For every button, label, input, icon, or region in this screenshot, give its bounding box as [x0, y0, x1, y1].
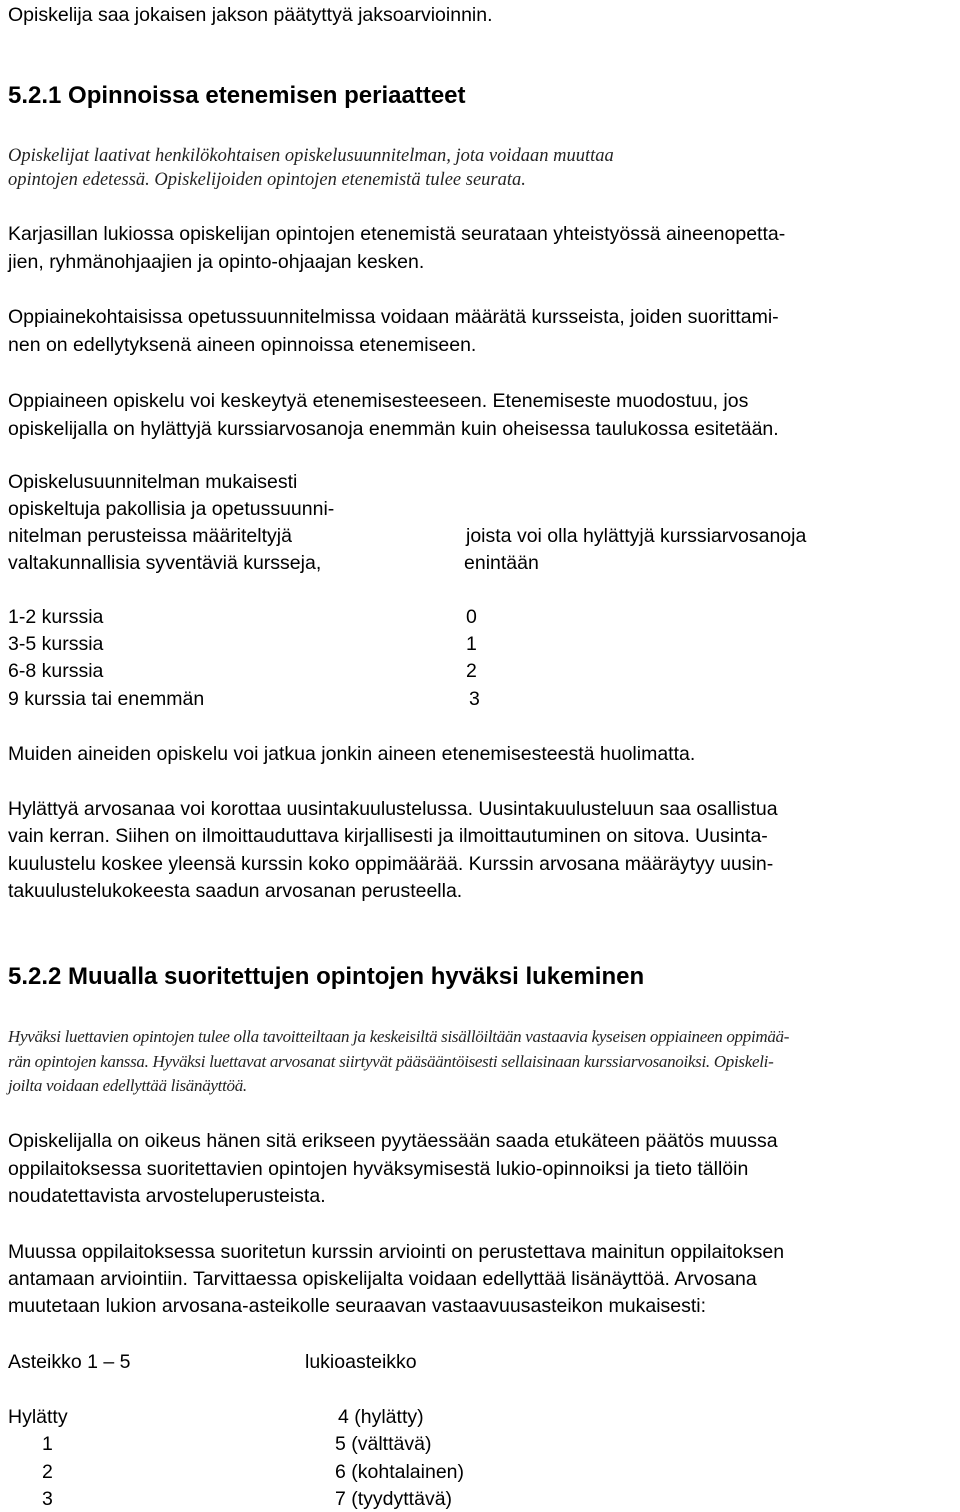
table-right-header-line: joista voi olla hylättyjä kurssiarvosanoja [466, 525, 807, 547]
scale-row-to: 5 (välttävä) [335, 1433, 432, 1455]
paragraph-line: antamaan arviointiin. Tarvittaessa opiskelijalta voidaan edellyttää lisänäyttöä. Arvosana [8, 1268, 757, 1290]
paragraph-line: noudatettavista arvosteluperusteista. [8, 1185, 326, 1207]
table-left-header-line: opiskeltuja pakollisia ja opetussuunni- [8, 498, 335, 520]
paragraph-line: vain kerran. Siihen on ilmoittauduttava kirjallisesti ja ilmoittautuminen on sitova. Uusinta- [8, 825, 768, 847]
section-heading-5-2-2: 5.2.2 Muualla suoritettujen opintojen hyväksi lukeminen [8, 963, 645, 990]
table-row-max-failed: 3 [469, 688, 480, 710]
paragraph-line: takuulustelukokeesta saadun arvosanan perusteella. [8, 880, 463, 902]
table-left-header-line: Opiskelusuunnitelman mukaisesti [8, 471, 298, 493]
scale-row-to: 4 (hylätty) [338, 1406, 424, 1428]
italic-lead-line: Opiskelijat laativat henkilökohtaisen opiskelusuunnitelman, jota voidaan muuttaa [8, 146, 614, 166]
scale-header-1-5: Asteikko 1 – 5 [8, 1351, 131, 1373]
table-row-courses: 6-8 kurssia [8, 660, 104, 682]
table-right-header-line: enintään [464, 552, 539, 574]
paragraph-line: Oppiainekohtaisissa opetussuunnitelmissa voidaan määrätä kursseista, joiden suorittami- [8, 306, 779, 328]
paragraph-line: Muussa oppilaitoksessa suoritetun kurssin arviointi on perustettava mainitun oppilaitoksen [8, 1241, 785, 1263]
intro-line: Opiskelija saa jokaisen jakson päätyttyä jaksoarvioinnin. [8, 4, 493, 26]
italic-lead-line: joilta voidaan edellyttää lisänäyttöä. [8, 1076, 247, 1095]
paragraph-line: Oppiaineen opiskelu voi keskeytyä etenemisesteeseen. Etenemiseste muodostuu, jos [8, 390, 749, 412]
scale-row-to: 6 (kohtalainen) [335, 1461, 464, 1483]
paragraph-line: Opiskelijalla on oikeus hänen sitä erikseen pyytäessään saada etukäteen päätös muussa [8, 1130, 778, 1152]
paragraph-line: oppilaitoksessa suoritettavien opintojen hyväksymisestä lukio-opinnoiksi ja tieto tällöin [8, 1158, 749, 1180]
paragraph-line: opiskelijalla on hylättyjä kurssiarvosanoja enemmän kuin oheisessa taulukossa esitetään. [8, 418, 779, 440]
scale-header-lukio: lukioasteikko [305, 1351, 417, 1373]
table-left-header-line: valtakunnallisia syventäviä kursseja, [8, 552, 322, 574]
paragraph-line: jien, ryhmänohjaajien ja opinto-ohjaajan kesken. [8, 251, 425, 273]
scale-row-from: Hylätty [8, 1406, 68, 1428]
italic-lead-line: opintojen edetessä. Opiskelijoiden opintojen etenemistä tulee seurata. [8, 170, 526, 190]
table-row-courses: 3-5 kurssia [8, 633, 104, 655]
paragraph-line: kuulustelu koskee yleensä kurssin koko oppimäärää. Kurssin arvosana määräytyy uusin- [8, 853, 774, 875]
paragraph-line: nen on edellytyksenä aineen opinnoissa etenemiseen. [8, 334, 477, 356]
paragraph-line: muutetaan lukion arvosana-asteikolle seuraavan vastaavuusasteikon mukaisesti: [8, 1295, 707, 1317]
paragraph-line: Hylättyä arvosanaa voi korottaa uusintakuulustelussa. Uusintakuulusteluun saa osallistua [8, 798, 778, 820]
italic-lead-line: Hyväksi luettavien opintojen tulee olla tavoitteiltaan ja keskeisiltä sisällöiltään vastaavia kyseisen oppiaineen oppimää- [8, 1027, 790, 1046]
paragraph-line: Karjasillan lukiossa opiskelijan opintojen etenemistä seurataan yhteistyössä aineenopetta- [8, 223, 786, 245]
scale-row-from: 2 [42, 1461, 53, 1483]
scale-row-from: 1 [42, 1433, 53, 1455]
table-row-max-failed: 0 [466, 606, 477, 628]
section-heading-5-2-1: 5.2.1 Opinnoissa etenemisen periaatteet [8, 82, 466, 109]
table-row-courses: 1-2 kurssia [8, 606, 104, 628]
table-row-max-failed: 1 [466, 633, 477, 655]
scale-row-to: 7 (tyydyttävä) [335, 1488, 453, 1510]
table-row-max-failed: 2 [466, 660, 477, 682]
table-left-header-line: nitelman perusteissa määriteltyjä [8, 525, 292, 547]
italic-lead-line: rän opintojen kanssa. Hyväksi luettavat arvosanat siirtyvät pääsääntöisesti sellaisinaan kurssiarvosanoiksi. Opiskeli- [8, 1052, 774, 1071]
paragraph-line: Muiden aineiden opiskelu voi jatkua jonkin aineen etenemisesteestä huolimatta. [8, 743, 696, 765]
scale-row-from: 3 [42, 1488, 53, 1510]
table-row-courses: 9 kurssia tai enemmän [8, 688, 205, 710]
